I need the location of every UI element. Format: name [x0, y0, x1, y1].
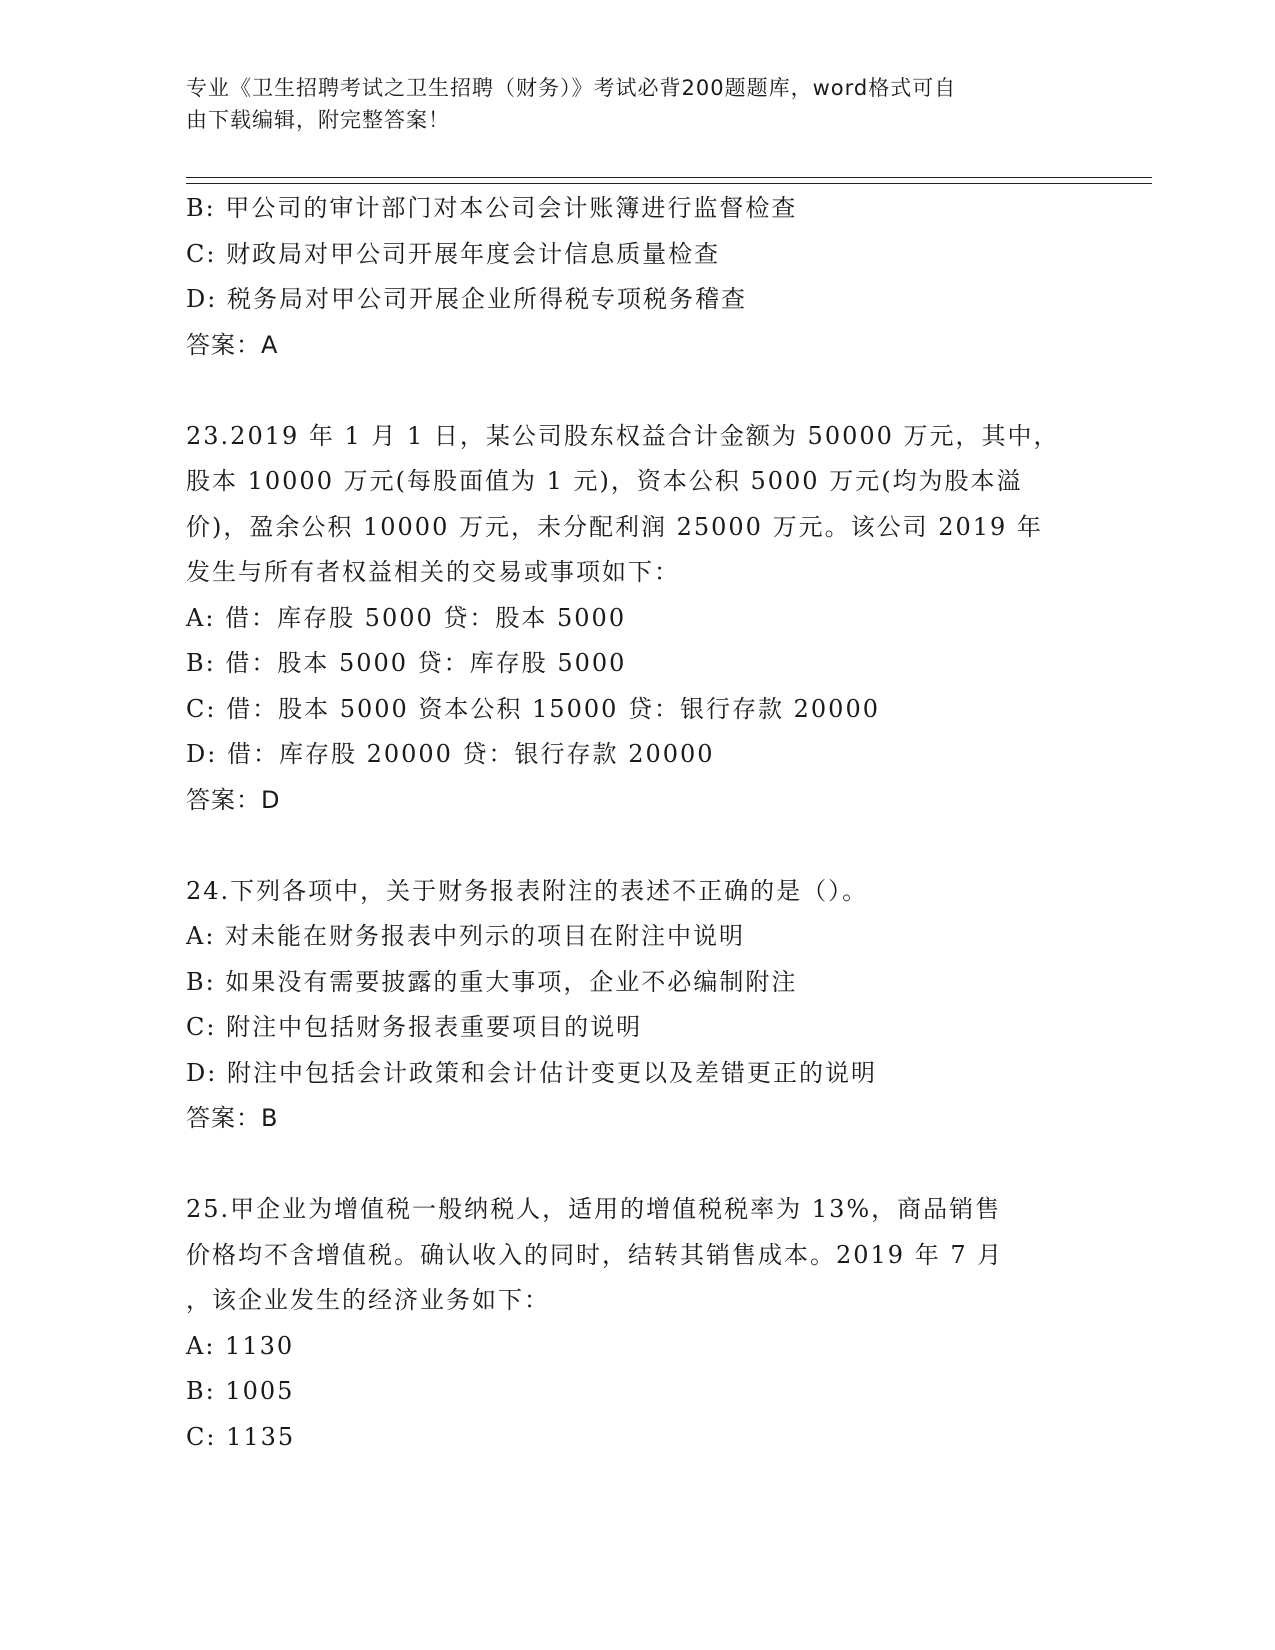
- question-23: [186, 414, 1066, 824]
- q24-option-d: D: 附注中包括会计政策和会计估计变更以及差错更正的说明: [186, 1058, 877, 1087]
- document-header: [186, 72, 1066, 136]
- q25-option-c: C: 1135: [186, 1422, 296, 1451]
- spacer: [186, 823, 1066, 869]
- q23-answer: 答案：D: [186, 785, 281, 814]
- q24-option-b: B: 如果没有需要披露的重大事项，企业不必编制附注: [186, 967, 798, 996]
- q25-stem-line-2: 价格均不含增值税。确认收入的同时，结转其销售成本。2019 年 7 月: [186, 1240, 1004, 1269]
- q23-option-a: A: 借：库存股 5000 贷：股本 5000: [186, 603, 627, 632]
- q22-option-b: B: 甲公司的审计部门对本公司会计账簿进行监督检查: [186, 194, 798, 222]
- q22-option-c: C: 财政局对甲公司开展年度会计信息质量检查: [186, 239, 721, 268]
- header-rule-bottom: [186, 183, 1152, 184]
- q23-stem-line-1: 23.2019 年 1 月 1 日，某公司股东权益合计金额为 50000 万元，其中，: [186, 421, 1060, 450]
- q24-stem-line-1: 24.下列各项中，关于财务报表附注的表述不正确的是（）。: [186, 876, 869, 905]
- question-24: [186, 869, 1066, 1142]
- q23-option-d: D: 借：库存股 20000 贷：银行存款 20000: [186, 740, 715, 768]
- q25-option-b: B: 1005: [186, 1377, 295, 1405]
- q22-option-d: D: 税务局对甲公司开展企业所得税专项税务稽查: [186, 285, 747, 313]
- q23-option-c: C: 借：股本 5000 资本公积 15000 贷：银行存款 20000: [186, 694, 880, 723]
- q25-stem-line-1: 25.甲企业为增值税一般纳税人，适用的增值税税率为 13%，商品销售: [186, 1195, 1002, 1223]
- question-22: [186, 186, 1066, 368]
- header-line-1: 专业《卫生招聘考试之卫生招聘（财务）》考试必背200题题库，word格式可自: [186, 76, 957, 100]
- q25-stem-line-3: ，该企业发生的经济业务如下：: [186, 1286, 550, 1314]
- q23-stem-line-2: 股本 10000 万元(每股面值为 1 元)，资本公积 5000 万元(均为股本溢: [186, 467, 1023, 495]
- q23-option-b: B: 借：股本 5000 贷：库存股 5000: [186, 649, 627, 677]
- header-rule-top: [186, 177, 1152, 178]
- q24-option-c: C: 附注中包括财务报表重要项目的说明: [186, 1013, 643, 1041]
- q23-stem-line-4: 发生与所有者权益相关的交易或事项如下：: [186, 558, 680, 586]
- q24-option-a: A: 对未能在财务报表中列示的项目在附注中说明: [186, 922, 746, 950]
- q22-answer: 答案：A: [186, 330, 279, 359]
- spacer: [186, 368, 1066, 414]
- q23-stem-line-3: 价)，盈余公积 10000 万元，未分配利润 25000 万元。该公司 2019 年: [186, 512, 1043, 541]
- question-content: [186, 186, 1066, 1460]
- question-25: [186, 1187, 1066, 1460]
- spacer: [186, 1142, 1066, 1188]
- q25-option-a: A: 1130: [186, 1331, 295, 1360]
- q24-answer: 答案：B: [186, 1104, 279, 1132]
- header-line-2: 由下载编辑，附完整答案！: [186, 108, 450, 132]
